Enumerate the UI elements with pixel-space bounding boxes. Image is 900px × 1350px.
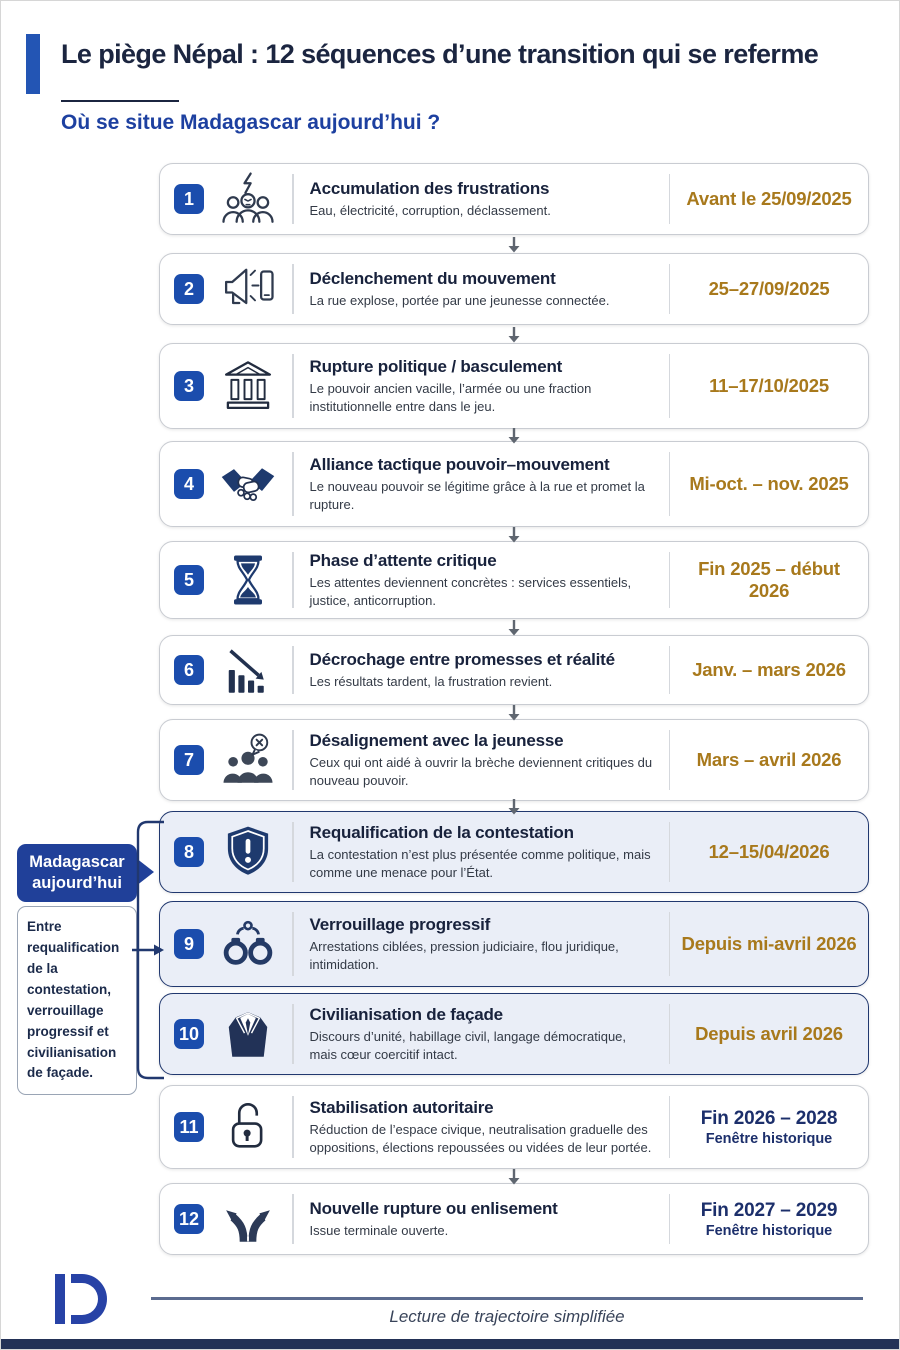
step-number-badge: 4: [174, 469, 204, 499]
step-date: 12–15/04/2026: [708, 841, 830, 862]
down-arrow-icon: [159, 235, 869, 253]
down-arrow-icon: [159, 801, 869, 811]
step-title: Accumulation des frustrations: [309, 178, 550, 198]
footer-divider: [151, 1297, 863, 1300]
fork-road-icon: [204, 1191, 292, 1247]
step-date: Janv. – mars 2026: [692, 659, 846, 680]
government-building-icon: [204, 358, 292, 414]
page-title: Le piège Népal : 12 séquences d’une transition qui se referme: [61, 39, 819, 69]
step-number-badge: 8: [174, 837, 204, 867]
step-number-badge: 12: [174, 1204, 204, 1234]
step-card-9: [159, 901, 869, 987]
steps-column: [159, 163, 869, 1255]
step-title: Déclenchement du mouvement: [309, 268, 556, 288]
suit-icon: [204, 1006, 292, 1062]
step-card-3: [159, 343, 869, 429]
step-description: Réduction de l’espace civique, neutralisation graduelle des oppositions, élections repoussées ou vidées de leur portée.: [309, 1122, 652, 1155]
step-date: Fin 2025 – début 2026: [698, 558, 840, 601]
step-date: Avant le 25/09/2025: [686, 188, 852, 209]
step-date: Depuis mi-avril 2026: [681, 933, 857, 954]
step-title: Stabilisation autoritaire: [309, 1098, 494, 1118]
handshake-icon: [204, 456, 292, 512]
step-description: Les attentes deviennent concrètes : services essentiels, justice, anticorruption.: [309, 575, 632, 608]
step-number-badge: 11: [174, 1112, 204, 1142]
step-title: Alliance tactique pouvoir–mouvement: [309, 455, 610, 475]
down-arrow-icon: [159, 429, 869, 441]
step-title: Phase d’attente critique: [309, 551, 497, 571]
step-card-10: [159, 993, 869, 1075]
step-title: Désalignement avec la jeunesse: [309, 731, 564, 751]
down-arrow-icon: [159, 325, 869, 343]
step-number-badge: 9: [174, 929, 204, 959]
angry-crowd-icon: [204, 171, 292, 227]
hourglass-icon: [204, 552, 292, 608]
megaphone-phone-icon: [204, 261, 292, 317]
step-card-2: [159, 253, 869, 325]
crowd-speech-x-icon: [204, 732, 292, 788]
step-date: Fin 2027 – 2029 Fenêtre historique: [700, 1199, 838, 1239]
step-card-7: [159, 719, 869, 801]
step-number-badge: 7: [174, 745, 204, 775]
brand-logo-icon: [53, 1271, 111, 1327]
down-arrow-icon: [159, 527, 869, 541]
step-card-5: [159, 541, 869, 619]
step-card-4: [159, 441, 869, 527]
step-date: Depuis avril 2026: [695, 1023, 843, 1044]
down-arrow-icon: [159, 619, 869, 635]
title-accent-bar: [26, 34, 40, 94]
step-number-badge: 6: [174, 655, 204, 685]
step-number-badge: 1: [174, 184, 204, 214]
shield-alert-icon: [204, 824, 292, 880]
step-description: La rue explose, portée par une jeunesse connectée.: [309, 292, 610, 308]
step-card-11: [159, 1085, 869, 1169]
step-number-badge: 3: [174, 371, 204, 401]
step-description: Discours d’unité, habillage civil, langage démocratique, mais cœur coercitif intact.: [309, 1029, 627, 1062]
step-description: Issue terminale ouverte.: [309, 1222, 449, 1238]
down-arrow-icon: [159, 705, 869, 719]
step-title: Rupture politique / basculement: [309, 357, 563, 377]
bottom-color-bar: [1, 1339, 900, 1349]
step-title: Requalification de la contestation: [309, 823, 574, 843]
step-number-badge: 10: [174, 1019, 204, 1049]
step-card-8: [159, 811, 869, 893]
step-number-badge: 5: [174, 565, 204, 595]
step-description: Le pouvoir ancien vacille, l’armée ou une fraction institutionnelle entre dans le jeu.: [309, 381, 592, 414]
step-card-6: [159, 635, 869, 705]
step-date: Fin 2026 – 2028 Fenêtre historique: [700, 1107, 838, 1147]
step-card-1: [159, 163, 869, 235]
step-title: Civilianisation de façade: [309, 1005, 503, 1025]
step-date: 11–17/10/2025: [709, 375, 829, 396]
step-description: La contestation n’est plus présentée comme politique, mais comme une menace pour l’État.: [309, 847, 651, 880]
step-title: Nouvelle rupture ou enlisement: [309, 1198, 558, 1218]
step-date: 25–27/09/2025: [708, 278, 830, 299]
step-title: Verrouillage progressif: [309, 915, 491, 935]
handcuffs-icon: [204, 916, 292, 972]
madagascar-callout-badge: Madagascar aujourd’hui: [17, 844, 137, 902]
step-number-badge: 2: [174, 274, 204, 304]
step-date: Mars – avril 2026: [696, 749, 842, 770]
step-description: Les résultats tardent, la frustration revient.: [309, 673, 553, 689]
footer-caption: Lecture de trajectoire simplifiée: [389, 1307, 625, 1326]
step-description: Arrestations ciblées, pression judiciaire, flou juridique, intimidation.: [309, 939, 619, 972]
step-description: Ceux qui ont aidé à ouvrir la brèche deviennent critiques du nouveau pouvoir.: [309, 755, 653, 788]
page-subtitle: Où se situe Madagascar aujourd’hui ?: [61, 111, 441, 134]
declining-chart-icon: [204, 642, 292, 698]
step-card-12: [159, 1183, 869, 1255]
title-underline: [61, 100, 179, 102]
step-date: Mi-oct. – nov. 2025: [689, 473, 849, 494]
madagascar-callout-text: Entre requalification de la contestation, verrouillage progressif et civilianisation de façade.: [17, 906, 137, 1095]
highlight-bracket: [131, 817, 165, 1083]
step-description: Le nouveau pouvoir se légitime grâce à la rue et promet la rupture.: [309, 479, 645, 512]
step-description: Eau, électricité, corruption, déclassement.: [309, 202, 551, 218]
down-arrow-icon: [159, 1169, 869, 1183]
step-title: Décrochage entre promesses et réalité: [309, 649, 615, 669]
open-padlock-icon: [204, 1099, 292, 1155]
